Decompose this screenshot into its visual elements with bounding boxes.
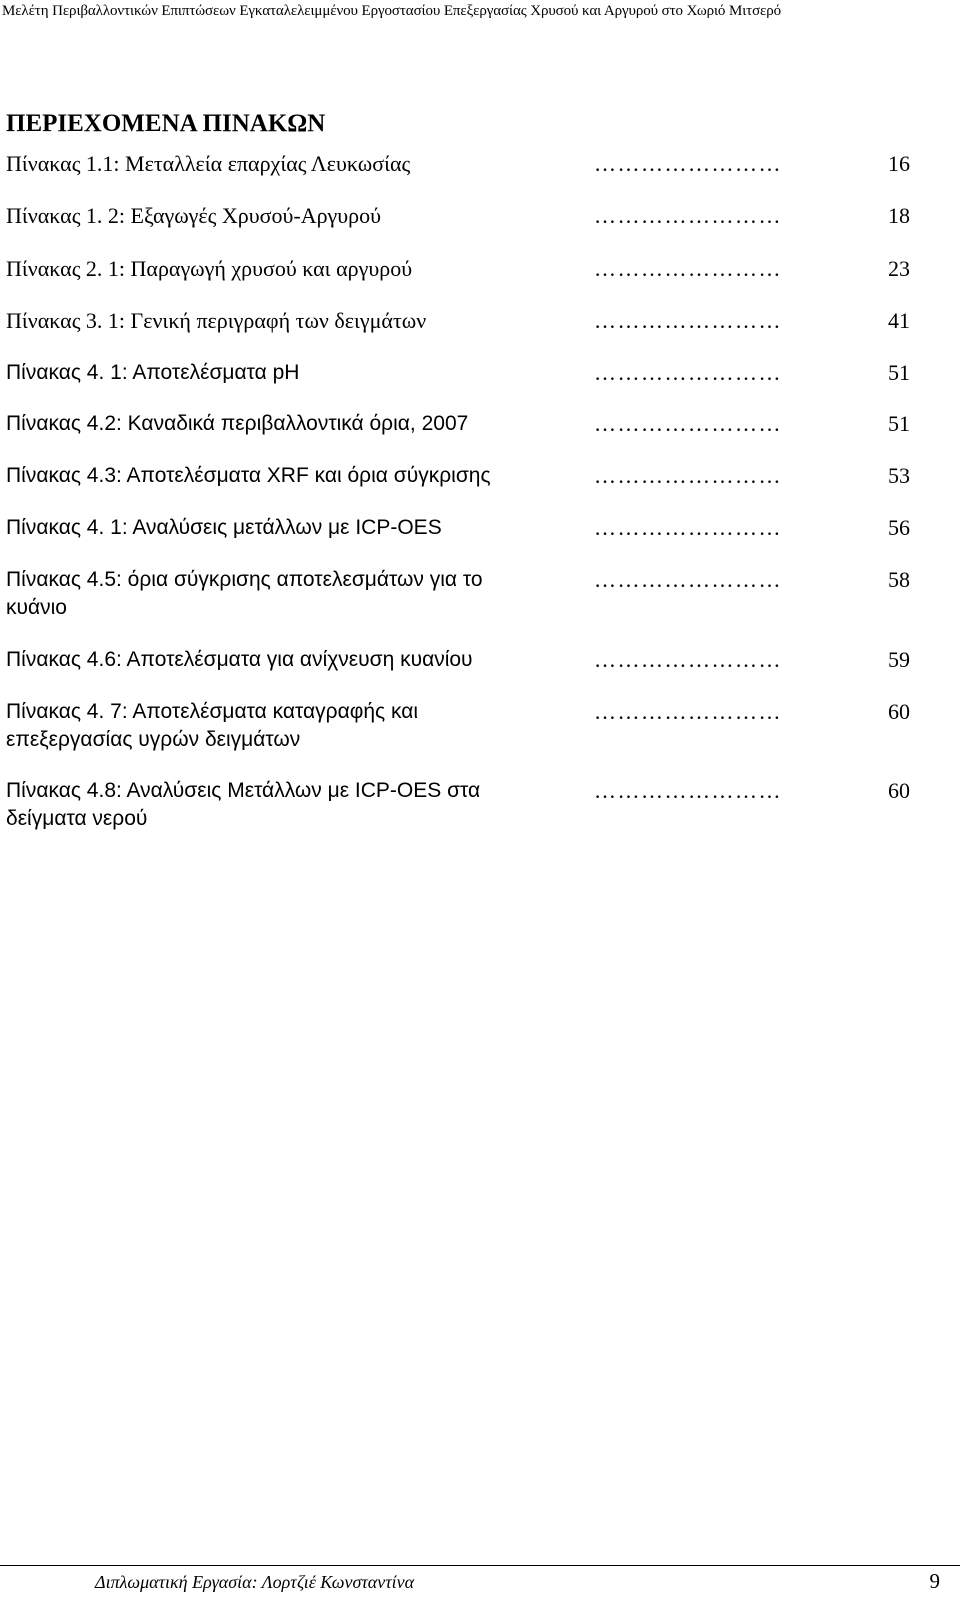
toc-entry-text: Πίνακας 4. 7: Αποτελέσματα καταγραφής και επεξεργασίας υγρών δειγμάτων	[6, 700, 419, 751]
toc-entry-page: 41	[888, 308, 910, 333]
footer-rule	[0, 1565, 960, 1566]
running-header-title: Μελέτη Περιβαλλοντικών Επιπτώσεων Εγκαταλελειμμένου Εργοστασίου Επεξεργασίας Χρυσού και Αργυρού στο Χωριό Μιτσερό	[2, 3, 782, 19]
toc-entry-text: Πίνακας 4.6: Αποτελέσματα για ανίχνευση κυανίου	[6, 648, 473, 671]
toc-entry-text: Πίνακας 2. 1: Παραγωγή χρυσού και αργυρού	[6, 256, 413, 281]
toc-entry-leader: ……………………	[594, 515, 782, 540]
toc-entry-leader: ……………………	[594, 567, 782, 592]
toc-entry-page: 18	[888, 203, 910, 228]
toc-entry-leader: ……………………	[594, 778, 782, 803]
toc-entry-leader: ……………………	[594, 411, 782, 436]
page-title: ΠΕΡΙΕΧΟΜΕΝΑ ΠΙΝΑΚΩΝ	[6, 110, 326, 137]
toc-entry-page: 23	[888, 256, 910, 281]
toc-entry-text: Πίνακας 4.8: Αναλύσεις Μετάλλων με ICP-OES στα δείγματα νερού	[6, 779, 481, 830]
toc-entry-leader: ……………………	[594, 151, 782, 176]
toc-entry-leader: ……………………	[594, 699, 782, 724]
toc-entry-text: Πίνακας 4.2: Καναδικά περιβαλλοντικά όρια, 2007	[6, 412, 469, 435]
toc-entry-text: Πίνακας 1.1: Μεταλλεία επαρχίας Λευκωσίας	[6, 151, 411, 176]
toc-entry-leader: ……………………	[594, 647, 782, 672]
toc-entry-text: Πίνακας 4. 1: Αναλύσεις μετάλλων με ICP-OES	[6, 516, 442, 539]
toc-entry-leader: ……………………	[594, 308, 782, 333]
toc-entry-leader: ……………………	[594, 203, 782, 228]
toc-entry-page: 60	[888, 699, 910, 724]
toc-entry-text: Πίνακας 3. 1: Γενική περιγραφή των δειγμάτων	[6, 308, 427, 333]
running-header	[0, 0, 960, 22]
toc-entry-page: 51	[888, 360, 910, 385]
toc-entry-leader: ……………………	[594, 256, 782, 281]
toc-entry-page: 56	[888, 515, 910, 540]
toc-entry-page: 51	[888, 411, 910, 436]
page-footer	[0, 1565, 960, 1595]
footer-text: Διπλωματική Εργασία: Λορτζιέ Κωνσταντίνα	[95, 1572, 415, 1592]
toc-entry-text: Πίνακας 1. 2: Εξαγωγές Χρυσού-Αργυρού	[6, 203, 382, 228]
toc-entry-page: 53	[888, 463, 910, 488]
toc-entry-text: Πίνακας 4.3: Αποτελέσματα XRF και όρια σύγκρισης	[6, 464, 491, 487]
toc-entry-page: 60	[888, 778, 910, 803]
toc-entry-leader: ……………………	[594, 360, 782, 385]
toc-entry-text: Πίνακας 4.5: όρια σύγκρισης αποτελεσμάτων για το κυάνιο	[6, 568, 483, 619]
toc-entry-leader: ……………………	[594, 463, 782, 488]
footer-page-number: 9	[929, 1569, 940, 1593]
toc-entry-page: 59	[888, 647, 910, 672]
toc-entry-text: Πίνακας 4. 1: Αποτελέσματα pH	[6, 361, 300, 384]
toc-entry-page: 58	[888, 567, 910, 592]
toc-entry-page: 16	[888, 151, 910, 176]
